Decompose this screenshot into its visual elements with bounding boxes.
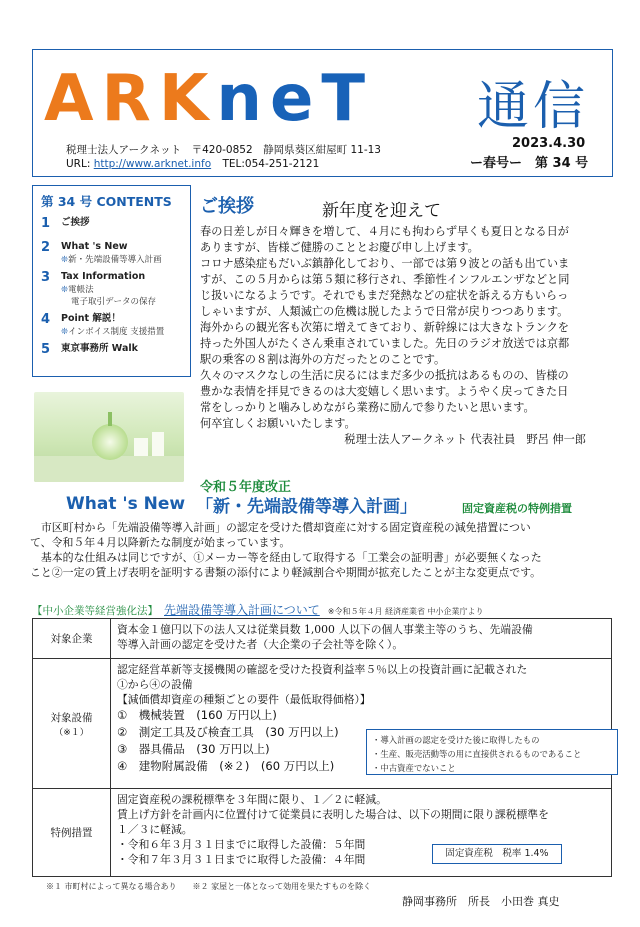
- greeting-line: 持った外国人がたくさん乗車されていました。先日のラジオ放送では京都: [200, 337, 570, 350]
- contents-item-label: Tax Information: [61, 271, 146, 282]
- section-heading: [32, 601, 484, 618]
- author-credit: 静岡事務所 所長 小田巻 真史: [402, 895, 560, 908]
- contents-item-number: 2: [41, 240, 51, 255]
- whats-new-kicker: 令和５年度改正: [200, 480, 292, 495]
- contents-item-number: 1: [41, 216, 51, 231]
- contents-item-number: 5: [41, 342, 51, 357]
- section-source: ※令和５年４月 経済産業省 中小企業庁より: [327, 607, 484, 616]
- greeting-line: じ扱いになるようです。それでもまだ発熱などの症状を訴える方もいらっ: [200, 289, 569, 302]
- issue-date: 2023.4.30: [512, 136, 586, 151]
- row-label: 対象企業: [33, 619, 111, 659]
- equipment-item: ③ 器具備品 (30 万円以上): [117, 742, 270, 756]
- url-label: URL:: [66, 158, 91, 170]
- greeting-line: コロナ感染症もだいぶ鎮静化しており、一部では第９波との話も出ていま: [200, 257, 570, 270]
- contact-line: [66, 157, 381, 171]
- contents-item-number: 3: [41, 270, 51, 285]
- contents-subitem: 電帳法: [68, 285, 94, 295]
- logo-letter: e: [269, 62, 316, 136]
- greeting-line: 駅の乗客の８割は海外の方だったとのことです。: [200, 353, 446, 366]
- greeting-line: 春の日差しが日々輝きを増して、４月にも拘わらず早くも夏日となる日が: [200, 225, 569, 238]
- row-label: 対象設備: [50, 711, 93, 724]
- row-line: 資本金１億円以下の法人又は従業員数 1,000 人以下の個人事業主等のうち、先端設備: [117, 623, 533, 636]
- contents-item[interactable]: [41, 270, 182, 308]
- logo-letter: T: [321, 62, 368, 136]
- row-line: 等導入計画の認定を受けた者（大企業の子会社等を除く）。: [117, 638, 404, 651]
- greeting-line: しゃいますが、人類滅亡の危機は脱したようで日常が戻りつつあります。: [200, 305, 569, 318]
- row-line: ・令和７年３月３１日までに取得した設備：４年間: [117, 853, 366, 866]
- greeting-heading: ご挨拶: [200, 196, 254, 217]
- address-block: [66, 143, 381, 171]
- house-icon: [134, 438, 148, 456]
- greeting-body: [200, 224, 608, 448]
- greeting-signature: 税理士法人アークネット 代表社員 野呂 伸一郎: [344, 433, 586, 446]
- row-line: １／３に軽減。: [117, 823, 193, 836]
- contents-title: 第 34 号 CONTENTS: [41, 194, 172, 209]
- contents-subitem: 新・先端設備等導入計画: [68, 255, 162, 265]
- greeting-line: すが、この５月からは第５類に移行され、季節性インフルエンザなどと同: [200, 273, 570, 286]
- row-line: 賃上げ方針を計画内に位置付けて従業員に表明した場合は、以下の期間に限り課税標準を: [117, 808, 549, 821]
- contents-subitem: 電子取引データの保存: [71, 297, 157, 307]
- issue-number: ー春号ー 第 34 号: [470, 156, 589, 171]
- whats-new-line: 基本的な仕組みは同じですが、①メーカー等を経由して取得する「工業会の証明書」が必要無くなった: [30, 551, 542, 564]
- logo-letter: R: [101, 62, 153, 136]
- row-line: 固定資産税の課税標準を３年間に限り、１／２に軽減。: [117, 793, 387, 806]
- greeting-line: 常をしっかりと噛みしめながら業務に励んで参りたいと思います。: [200, 401, 535, 414]
- contents-box: [32, 185, 191, 377]
- eco-town-photo: [34, 392, 184, 482]
- footnotes: ※１ 市町村によって異なる場合あり ※２ 家屋と一体となって効用を果たすものを除く: [46, 882, 372, 891]
- row-line: ・令和６年３月３１日までに取得した設備：５年間: [117, 838, 366, 851]
- house-icon: [152, 432, 164, 456]
- address: 税理士法人アークネット 〒420-0852 静岡県葵区紺屋町 11-13: [66, 144, 381, 156]
- contents-item[interactable]: [41, 342, 182, 357]
- bullet-icon: ❊: [61, 285, 69, 295]
- logo-letter: n: [216, 62, 264, 136]
- greeting-line: ありますが、皆様ご健勝のこととお慶び申し上げます。: [200, 241, 479, 254]
- contents-subitem: インボイス制度 支援措置: [68, 327, 165, 337]
- row-line: 認定経営革新等支援機関の確認を受けた投資利益率５％以上の投資計画に記載された: [117, 663, 528, 676]
- contents-item[interactable]: [41, 216, 182, 231]
- condition-item: ・導入計画の認定を受けた後に取得したもの: [372, 735, 540, 745]
- whats-new-line: て、令和５年４月以降新たな制度が始まっています。: [30, 536, 291, 549]
- whats-new-body: [30, 520, 620, 580]
- sprout-icon: [108, 412, 112, 426]
- greeting-line: 豊かな表情を拝見できるのは大変嬉しく思います。ようやく戻ってきた日: [200, 385, 569, 398]
- phone: TEL:054-251-2121: [222, 158, 320, 170]
- green-globe-icon: [92, 424, 128, 460]
- contents-item-label: Point 解説！: [61, 313, 121, 324]
- greeting-title: 新年度を迎えて: [322, 201, 441, 221]
- greeting-line: 何卒宜しくお願いいたします。: [200, 417, 356, 430]
- contents-item-label: ご挨拶: [61, 217, 90, 228]
- whats-new-title: 「新・先端設備等導入計画」: [196, 497, 417, 517]
- row-content: [111, 619, 612, 659]
- row-label-cell: [33, 659, 111, 789]
- section-title: 先端設備等導入計画について: [164, 603, 320, 617]
- arknet-logo: [44, 62, 373, 136]
- greeting-line: 久々のマスクなしの生活に戻るにはまだ多少の抵抗はあるものの、皆様の: [200, 369, 569, 382]
- bullet-icon: ❊: [61, 327, 69, 337]
- newsletter-title: 通信: [477, 77, 590, 137]
- section-prefix: 【中小企業等経営強化法】: [32, 605, 158, 617]
- whats-new-line: こと②一定の賃上げ表明を証明する書類の添付により軽減割合や期間が拡充したことが主な変更点です。: [30, 566, 541, 579]
- whats-new-line: 市区町村から「先端設備等導入計画」の認定を受けた償却資産に対する固定資産税の減免措置につい: [30, 521, 531, 534]
- equipment-item: ② 測定工具及び検査工具 (30 万円以上): [117, 725, 339, 739]
- condition-item: ・中古資産でないこと: [372, 763, 456, 773]
- contents-item-label: What 's New: [61, 241, 128, 252]
- row-line: ①から④の設備: [117, 678, 193, 691]
- logo-letter: K: [158, 62, 211, 136]
- row-label: 特例措置: [33, 789, 111, 877]
- equipment-item: ④ 建物附属設備 (※２) (60 万円以上): [117, 759, 335, 773]
- contents-item[interactable]: [41, 312, 182, 338]
- bullet-icon: ❊: [61, 255, 69, 265]
- contents-item[interactable]: [41, 240, 182, 266]
- row-line: 【減価償却資産の種類ごとの要件（最低取得価格）】: [117, 693, 371, 706]
- row-label-note: （※１）: [54, 727, 89, 738]
- equipment-conditions-box: [366, 729, 618, 775]
- logo-letter: A: [44, 62, 96, 136]
- whats-new-label: What 's New: [66, 494, 186, 514]
- whats-new-subtitle: 固定資産税の特例措置: [462, 502, 572, 515]
- contents-item-label: 東京事務所 Walk: [61, 343, 138, 354]
- table-row: [33, 619, 612, 659]
- contents-item-number: 4: [41, 312, 51, 327]
- equipment-item: ① 機械装置 (160 万円以上): [117, 708, 277, 722]
- greeting-line: 海外からの観光客も次第に増えてきており、新幹線には大きなトランクを: [200, 321, 569, 334]
- condition-item: ・生産、販売活動等の用に直接供されるものであること: [372, 749, 582, 759]
- website-link[interactable]: http://www.arknet.info: [93, 158, 212, 170]
- tax-rate-box: 固定資産税 税率 1.4%: [432, 844, 562, 864]
